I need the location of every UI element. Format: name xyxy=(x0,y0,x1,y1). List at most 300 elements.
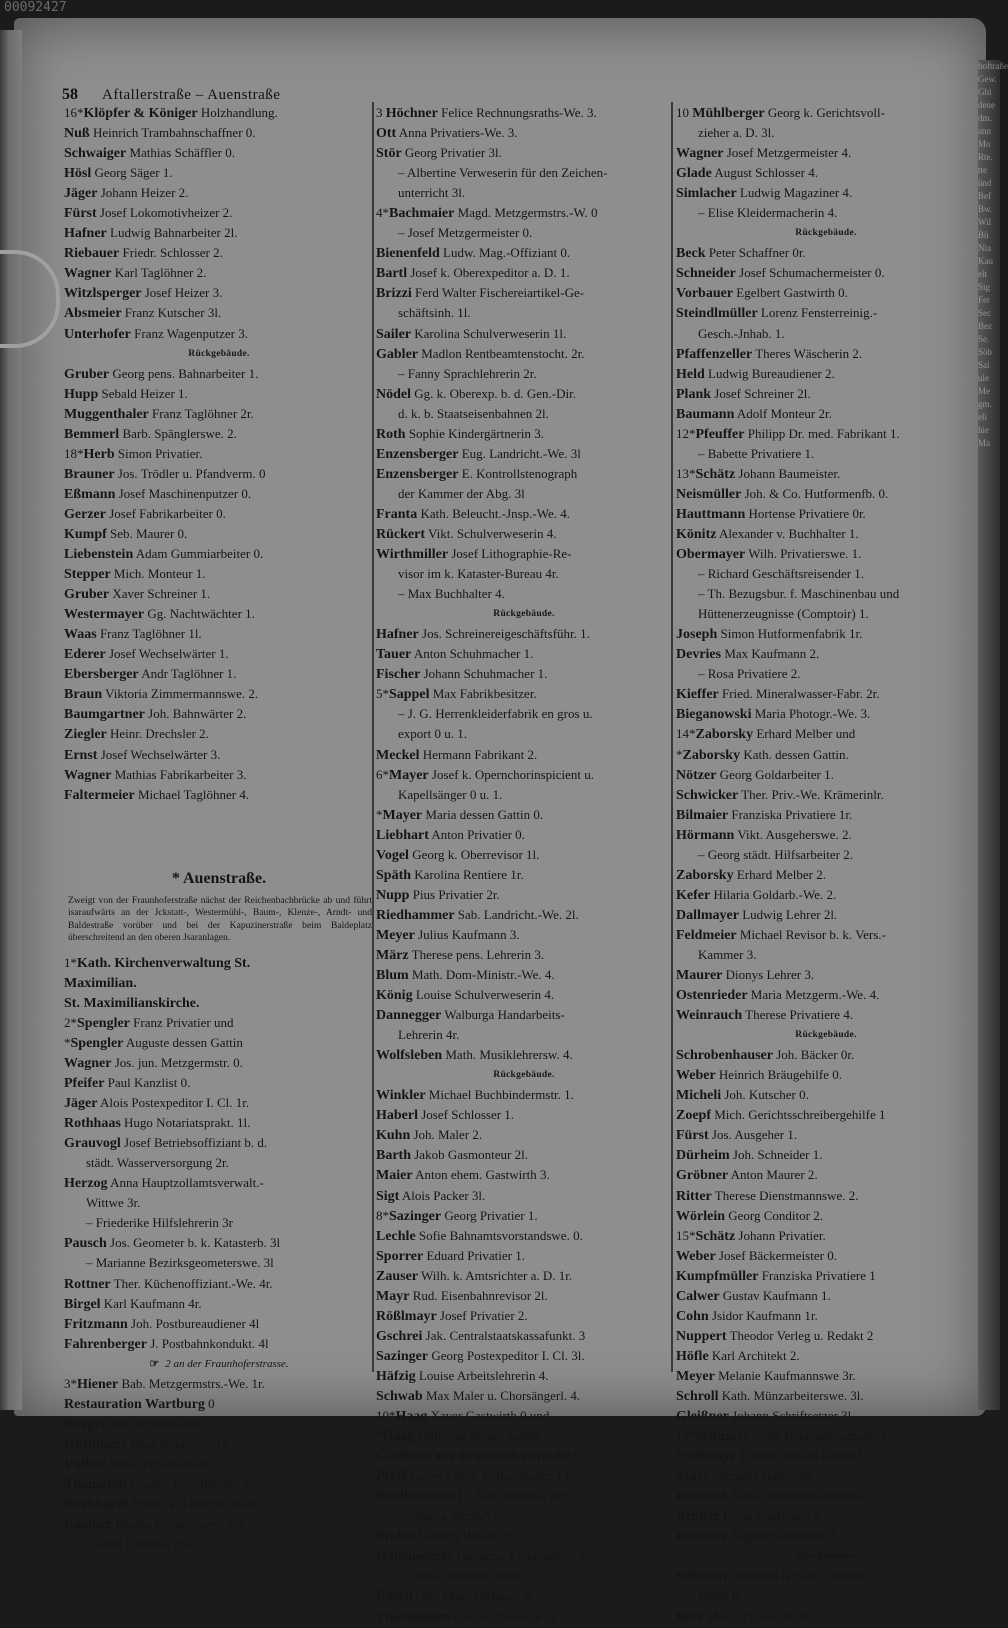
resident-details: Franz Kutscher 3l. xyxy=(121,305,222,321)
resident-details: Hermann Fabrikant 2. xyxy=(419,746,538,762)
resident-name: Tauer xyxy=(376,647,412,663)
resident-details: Joh. Schneider 1. xyxy=(729,1147,823,1163)
directory-entry xyxy=(64,464,374,484)
house-number: * xyxy=(676,1448,683,1464)
house-number: 16* xyxy=(676,1428,696,1444)
directory-entry xyxy=(676,1206,976,1226)
resident-name: Bieganowski xyxy=(676,707,752,723)
resident-details: 0 xyxy=(204,1395,215,1411)
resident-name: Rösch xyxy=(376,1589,413,1605)
resident-name: Sailer xyxy=(376,326,411,342)
resident-details: Hortense Privatiere 0r. xyxy=(745,505,866,521)
directory-entry xyxy=(676,745,976,765)
section-label: Rückgebäude. xyxy=(795,228,857,239)
resident-name: Gasthaus zur Fraunhoferbrücke xyxy=(376,1449,571,1465)
margin-fragment: Bü xyxy=(978,230,989,240)
resident-name: Pfeuffer xyxy=(695,426,745,442)
resident-details: Franz Taglöhner 2r. xyxy=(148,405,254,421)
resident-details: Alois Packer 3l. xyxy=(399,1187,486,1203)
house-number: 6* xyxy=(376,766,389,782)
directory-entry xyxy=(376,1486,672,1506)
resident-name: Mayer xyxy=(382,807,423,823)
resident-name: Restauration Wartburg xyxy=(64,1396,205,1412)
cross-reference-text: 2 an der Fraunhoferstrasse. xyxy=(165,1357,289,1370)
resident-details: Ludwig Bureaudiener 2. xyxy=(704,365,835,381)
directory-entry xyxy=(676,704,976,724)
resident-name: Proff xyxy=(376,1469,407,1485)
resident-name: Hösl xyxy=(64,166,92,182)
directory-entry xyxy=(676,1165,976,1185)
resident-details: Jsidor Kaufmann 1r. xyxy=(708,1307,818,1323)
resident-details: Madlon Rentbeamtenstocht. 2r. xyxy=(418,345,585,361)
continuation-line: Kapellsänger 0 u. 1. xyxy=(398,786,503,802)
directory-entry xyxy=(64,765,374,785)
resident-name: Sellmayr xyxy=(676,1569,730,1585)
resident-name: Micheli xyxy=(676,1088,722,1104)
resident-details: Barb. Spänglerswe. 2. xyxy=(119,425,237,441)
resident-details: Jos. jun. Metzgermstr. 0. xyxy=(111,1055,243,1071)
resident-details: Karolina Schulverweserin 1l. xyxy=(411,325,567,341)
resident-details: Mich. Monteur 1. xyxy=(110,566,206,582)
resident-details: Holzhandlung. xyxy=(197,105,278,120)
resident-name: Häfzig xyxy=(376,1368,416,1384)
resident-details: Anton ehem. Gastwirth 3. xyxy=(412,1167,550,1183)
resident-details: Jak. Centralstaatskassafunkt. 3 xyxy=(422,1327,586,1343)
resident-details: Michael Buchbindermstr. 1. xyxy=(425,1087,574,1103)
directory-entry xyxy=(376,1266,672,1286)
resident-name: Wagner xyxy=(64,767,112,783)
house-number: * xyxy=(376,806,383,822)
continuation-line: Lehrerin 4r. xyxy=(398,1027,460,1043)
resident-details: Karl Kaufmann 4r. xyxy=(100,1295,202,1311)
directory-entry xyxy=(676,1266,976,1286)
directory-entry xyxy=(676,384,976,404)
resident-details: Johann Privatier. xyxy=(735,1227,826,1243)
resident-details: Georg k. Gerichtsvoll- xyxy=(764,105,885,120)
resident-details: Michael Revisor b. k. Vers.- xyxy=(736,926,886,942)
resident-name: Nuß xyxy=(64,126,90,142)
resident-details: Kath. Münzarbeiterswe. 3l. xyxy=(718,1388,864,1403)
resident-details: Sab. Landricht.-We. 2l. xyxy=(454,906,579,922)
resident-details: Ludw. Frh. v. k. Buchhalter 1 r. xyxy=(406,1468,573,1484)
directory-entry xyxy=(64,404,374,424)
directory-entry xyxy=(376,424,672,444)
resident-details: Therese Privatiere 4. xyxy=(742,1007,854,1023)
resident-name: Bilmaier xyxy=(676,807,729,823)
resident-name: Hüttlinger xyxy=(64,1436,127,1452)
resident-details: Josef Heizer 3. xyxy=(141,285,223,301)
resident-details: Heinrich Bräugehilfe 0. xyxy=(715,1067,842,1083)
directory-entry xyxy=(676,1566,976,1586)
resident-details: Franz Kaufmann 4. xyxy=(719,1508,824,1524)
directory-entry xyxy=(376,624,672,644)
resident-details: Jakob Gasmonteur 2l. xyxy=(411,1147,528,1163)
directory-entry xyxy=(376,384,672,404)
resident-details: Louise Arbeitslehrerin 4. xyxy=(415,1367,549,1383)
resident-details: Johann Schriftsetzer 3l. xyxy=(728,1408,855,1424)
resident-details: Gg. Nachtwächter 1. xyxy=(144,606,255,622)
directory-entry xyxy=(64,444,374,464)
resident-name: Fürst xyxy=(676,1128,709,1144)
directory-entry xyxy=(64,103,374,123)
resident-name: Rückert xyxy=(376,526,425,542)
resident-details: Josef Bäckermeister 0. xyxy=(715,1247,837,1263)
resident-name: Pfaffenzeller xyxy=(676,346,753,362)
directory-entry xyxy=(676,1366,976,1386)
resident-name: Fischer xyxy=(376,667,421,683)
directory-column-1 xyxy=(64,103,374,1554)
directory-entry xyxy=(676,484,976,504)
resident-name: Thomaßin xyxy=(64,1477,127,1492)
continuation-line: – Marianne Bezirksgeometerswe. 3l xyxy=(86,1255,274,1271)
resident-details: Wilh. Privatierswe. 1. xyxy=(745,546,862,562)
resident-name: Sigt xyxy=(376,1188,400,1204)
resident-details: 0 xyxy=(570,1448,580,1464)
house-number: * xyxy=(676,746,683,762)
resident-details: Franz Privatier und xyxy=(129,1014,234,1030)
directory-entry xyxy=(64,1494,374,1514)
directory-entry xyxy=(64,384,374,404)
resident-name: Kefer xyxy=(676,887,711,903)
resident-name: Kumpfmüller xyxy=(676,1268,759,1284)
resident-details: Johann Schuhmacher 1. xyxy=(420,666,548,682)
resident-name: Lechle xyxy=(376,1228,416,1244)
resident-details: Alois Postexpeditor I. Cl. 1r. xyxy=(97,1095,250,1111)
resident-details: Andr Taglöhner 1. xyxy=(138,666,237,682)
directory-entry xyxy=(376,1526,672,1546)
resident-name: Bartl xyxy=(376,266,408,282)
directory-entry xyxy=(676,785,976,805)
directory-entry xyxy=(676,1506,976,1526)
resident-name: Gschrei xyxy=(376,1328,423,1344)
resident-name: Brizzi xyxy=(376,286,412,302)
blank-line xyxy=(64,825,374,845)
directory-entry xyxy=(64,584,374,604)
directory-entry xyxy=(676,364,976,384)
resident-details: Fried. Mineralwasser-Fabr. 2r. xyxy=(718,686,880,702)
resident-details: Ludwig Magaziner 4. xyxy=(736,185,853,201)
resident-details: Hugo Notariatsprakt. 1l. xyxy=(120,1115,251,1131)
resident-name: Herb xyxy=(83,446,115,462)
resident-name: Enzensberger xyxy=(376,446,459,462)
directory-entry xyxy=(64,1474,374,1494)
directory-entry xyxy=(64,684,374,704)
resident-name: Eßmann xyxy=(64,486,116,502)
resident-name: Waas xyxy=(64,627,97,643)
directory-entry xyxy=(676,1446,976,1466)
directory-entry xyxy=(676,1486,976,1506)
directory-entry xyxy=(376,1246,672,1266)
directory-entry xyxy=(676,985,976,1005)
resident-name: St. Maximilianskirche. xyxy=(64,995,200,1011)
resident-name: Joseph xyxy=(676,627,718,643)
directory-entry xyxy=(376,644,672,664)
resident-name: Maurer xyxy=(676,968,723,984)
resident-details: Sebald Heizer 1. xyxy=(98,385,188,401)
continuation-line: d. k. b. Staatseisenbahnen 2l. xyxy=(398,405,549,421)
directory-entry xyxy=(676,1005,976,1025)
cross-reference xyxy=(64,1354,374,1374)
directory-entry xyxy=(64,223,374,243)
continuation-line: – Max Buchhalter 4. xyxy=(398,586,505,602)
resident-details: Karl Taglöhner 2. xyxy=(111,265,207,281)
resident-name: Hafner xyxy=(64,226,107,242)
continuation-line: – Josef Commis 2m. xyxy=(86,1536,193,1552)
continuation-line: – Louise Damenschneid. 2. xyxy=(398,1568,540,1584)
directory-entry xyxy=(676,684,976,704)
continuation-line: Kammer 3. xyxy=(698,946,757,962)
margin-fragment: Kau xyxy=(978,256,993,266)
directory-entry xyxy=(376,143,672,163)
directory-entry xyxy=(376,664,672,684)
directory-entry xyxy=(376,1607,672,1627)
directory-entry xyxy=(376,1085,672,1105)
resident-name: Roth xyxy=(376,426,406,442)
directory-entry xyxy=(64,644,374,664)
resident-name: Baumgartner xyxy=(64,707,145,723)
house-number: 14* xyxy=(676,726,696,742)
directory-entry xyxy=(64,1053,374,1073)
directory-entry xyxy=(376,1426,672,1446)
house-number: 5* xyxy=(376,686,389,702)
directory-entry xyxy=(64,785,374,805)
resident-details: Anton Maurer 2. xyxy=(728,1167,818,1183)
resident-details: Wilh. k. Amtsrichter a. D. 1r. xyxy=(418,1267,573,1283)
margin-fragment: Bw. xyxy=(978,204,993,214)
directory-entry xyxy=(376,965,672,985)
resident-name: Kumpf xyxy=(64,526,107,542)
directory-entry xyxy=(676,303,976,323)
resident-name: Herzog xyxy=(64,1176,108,1192)
directory-entry xyxy=(376,1226,672,1246)
directory-entry xyxy=(376,464,672,484)
resident-name: Franta xyxy=(376,506,418,522)
resident-name: Rößlmayr xyxy=(376,1308,437,1324)
directory-entry xyxy=(676,1326,976,1346)
margin-fragment: eli xyxy=(978,412,987,422)
margin-fragment: Rte. xyxy=(978,152,993,162)
resident-details: Simon Privatier. xyxy=(114,445,203,461)
resident-name: Rottner xyxy=(64,1276,111,1292)
directory-entry xyxy=(676,263,976,283)
resident-name: Beck xyxy=(676,246,706,262)
directory-entry xyxy=(676,464,976,484)
resident-name: Steindlmüller xyxy=(676,306,758,322)
directory-entry xyxy=(676,1526,976,1546)
resident-details: Ferd Walter Fischereiartikel-Ge- xyxy=(411,285,585,301)
resident-details: Xaver Gastwirth 0 und xyxy=(427,1408,550,1424)
directory-entry xyxy=(64,664,374,684)
continuation-line: schäftsinh. 1l. xyxy=(398,305,471,321)
directory-column-3 xyxy=(676,103,976,1627)
resident-details: Rosina Privatierswe. 2m. xyxy=(112,1516,247,1532)
directory-entry xyxy=(676,1045,976,1065)
resident-details: Heinrich Trambahnschaffner 0. xyxy=(89,125,256,141)
resident-details: August Schlosser 4. xyxy=(711,165,818,181)
resident-details: Karl Architekt 2. xyxy=(708,1347,800,1363)
house-number: 13* xyxy=(676,465,696,481)
page-number: 58 xyxy=(62,86,78,103)
resident-name: Schätz xyxy=(695,466,736,482)
directory-entry xyxy=(676,1145,976,1165)
directory-entry xyxy=(676,1386,976,1406)
resident-name: Schroll xyxy=(676,1389,719,1404)
directory-entry xyxy=(64,1013,374,1033)
continuation-line: Maler 0. xyxy=(698,1588,743,1604)
facing-page-strip xyxy=(978,60,1008,1410)
resident-name: Calwer xyxy=(676,1288,720,1304)
blank-line xyxy=(64,805,374,825)
directory-entry xyxy=(64,123,374,143)
resident-details: Joh. & Co. Hutformenfb. 0. xyxy=(741,485,889,501)
resident-details: Theres Wäscherin 2. xyxy=(752,345,863,361)
resident-details: Dionys Lehrer 3. xyxy=(722,967,815,983)
directory-entry xyxy=(676,344,976,364)
resident-details: Mathias Schäffler 0. xyxy=(126,145,236,161)
continuation-line: – Babette Privatiere 1. xyxy=(698,445,815,461)
resident-details: Georg pens. Bahnarbeiter 1. xyxy=(109,365,259,381)
resident-name: Höchner xyxy=(385,106,438,121)
resident-details: Georg k. Oberrevisor 1l. xyxy=(408,846,540,862)
house-number: 8* xyxy=(376,1207,389,1223)
directory-entry xyxy=(676,765,976,785)
directory-entry xyxy=(64,143,374,163)
directory-entry xyxy=(64,544,374,564)
resident-details: Rud. Eisenbahnrevisor 2l. xyxy=(409,1287,548,1303)
resident-details: Josef k. Opernchorinspicient u. xyxy=(428,766,595,782)
directory-entry xyxy=(676,1226,976,1246)
continuation-line: Hüttenerzeugnisse (Comptoir) 1. xyxy=(698,606,869,622)
resident-name: Dannegger xyxy=(376,1008,442,1024)
resident-details: Peter Schaffner 0r. xyxy=(705,245,806,261)
resident-details: Maria Privatierswe. 2. xyxy=(105,1455,224,1471)
directory-entry xyxy=(676,544,976,564)
resident-name: Nötzer xyxy=(676,767,717,783)
resident-name: Sellmayr xyxy=(695,1429,750,1445)
resident-name: Hiener xyxy=(77,1376,119,1392)
section-label: Rückgebäude. xyxy=(493,1070,555,1081)
resident-details: Felice Rechnungsraths-We. 3. xyxy=(437,105,597,120)
resident-name: Maier xyxy=(376,1168,413,1184)
resident-name: Schrobenhauser xyxy=(676,1048,773,1064)
resident-name: Ederer xyxy=(64,647,106,663)
directory-entry xyxy=(376,1466,672,1486)
scan-id: 00092427 xyxy=(4,0,67,15)
resident-name: Riebauer xyxy=(64,246,120,262)
resident-name: Zaborsky xyxy=(695,727,754,743)
margin-fragment: Sig xyxy=(978,282,991,292)
directory-entry xyxy=(676,1246,976,1266)
resident-name: König xyxy=(376,988,413,1004)
resident-name: Plank xyxy=(676,386,712,402)
resident-name: Devries xyxy=(676,647,722,663)
directory-entry xyxy=(64,1294,374,1314)
directory-entry xyxy=(676,825,976,845)
resident-details: J. Postbahnkondukt. 4l xyxy=(146,1335,269,1351)
resident-details: Therese Dienstmannswe. 2. xyxy=(711,1187,859,1203)
directory-entry xyxy=(676,424,976,444)
directory-entry xyxy=(676,1186,976,1206)
margin-fragment: Bef xyxy=(978,191,991,201)
resident-name: Hörmann xyxy=(676,827,735,843)
resident-name: Klöpfer & Königer xyxy=(83,106,198,121)
resident-name: Bienenfeld xyxy=(376,246,440,262)
resident-name: Pausch xyxy=(64,1236,107,1252)
resident-details: Georg Privatier 3l. xyxy=(401,145,502,161)
resident-name: Wagner xyxy=(676,146,724,162)
section-label: Rückgebäude. xyxy=(493,609,555,620)
house-number: 4* xyxy=(376,205,389,221)
directory-entry xyxy=(676,163,976,183)
resident-name: Schätz xyxy=(695,1228,736,1244)
resident-details: Erhard Melber und xyxy=(753,726,856,742)
resident-details: Franz Wagenputzer 3. xyxy=(130,325,248,341)
resident-details: Jos. Geometer b. k. Katasterb. 3l xyxy=(106,1235,281,1251)
resident-name: Fahrenberger xyxy=(64,1336,147,1352)
directory-entry xyxy=(676,1406,976,1426)
resident-name: Mühlberger xyxy=(692,106,765,121)
resident-details: Maria dessen Gattin 0. xyxy=(422,806,544,822)
resident-name: Ritter xyxy=(676,1188,712,1204)
resident-details: Karolina Rentiere 1r. xyxy=(411,866,524,882)
resident-details: Franziska Privatiere 1 xyxy=(758,1267,876,1283)
resident-details: Ther. Priv.-We. Krämerinlr. xyxy=(738,786,884,802)
resident-details: Kath. dessen Gattin. xyxy=(740,746,849,762)
resident-name: Barth xyxy=(376,1148,411,1164)
margin-fragment: dene xyxy=(978,100,995,110)
directory-entry xyxy=(676,624,976,644)
directory-entry xyxy=(64,243,374,263)
resident-details: Max Kaufmann 2. xyxy=(721,646,820,662)
directory-entry xyxy=(64,1334,374,1354)
resident-name: Zauser xyxy=(376,1268,418,1284)
resident-details: Adolf Monteur 2r. xyxy=(734,405,832,421)
resident-name: Weber xyxy=(676,1068,716,1084)
directory-entry xyxy=(376,1306,672,1326)
resident-details: Otto Mag.-Offiziant 3. xyxy=(412,1588,534,1604)
directory-entry xyxy=(376,1045,672,1065)
resident-details: Josef Fabrikarbeiter 0. xyxy=(105,505,226,521)
directory-entry xyxy=(64,324,374,344)
resident-name: Burger xyxy=(64,1416,107,1432)
resident-name: Gleißner xyxy=(676,1409,729,1425)
directory-entry xyxy=(64,424,374,444)
resident-details: Ther. Küchenoffiziant.-We. 4r. xyxy=(110,1275,273,1291)
resident-details: Ludw. Mag.-Offiziant 0. xyxy=(439,245,571,261)
directory-entry xyxy=(376,925,672,945)
resident-name: Wagner xyxy=(64,266,112,282)
directory-entry xyxy=(376,283,672,303)
resident-details: Sofie Bahnamtsvorstandswe. 0. xyxy=(415,1227,583,1243)
resident-name: Mayer xyxy=(389,767,429,783)
resident-name: Nupp xyxy=(376,887,410,903)
directory-entry xyxy=(376,684,672,704)
margin-fragment: Nia xyxy=(978,243,991,253)
directory-entry xyxy=(676,1065,976,1085)
directory-entry xyxy=(376,1346,672,1366)
resident-name: Rummel xyxy=(676,1489,728,1505)
directory-entry xyxy=(376,1546,672,1566)
continuation-line: „Viktoria-Werke“ 2r. xyxy=(398,1508,507,1524)
margin-fragment: Ghi xyxy=(978,87,992,97)
directory-entry xyxy=(376,1186,672,1206)
resident-name: Simlacher xyxy=(676,186,737,202)
resident-details: Kath. Beleucht.-Jnsp.-We. 4. xyxy=(417,505,570,521)
resident-details: Joh. Bahnwärter 2. xyxy=(144,706,247,722)
section-label: Rückgebäude. xyxy=(188,348,250,359)
resident-details: Joh. Bäcker 0r. xyxy=(772,1047,855,1063)
page-header xyxy=(62,86,662,104)
